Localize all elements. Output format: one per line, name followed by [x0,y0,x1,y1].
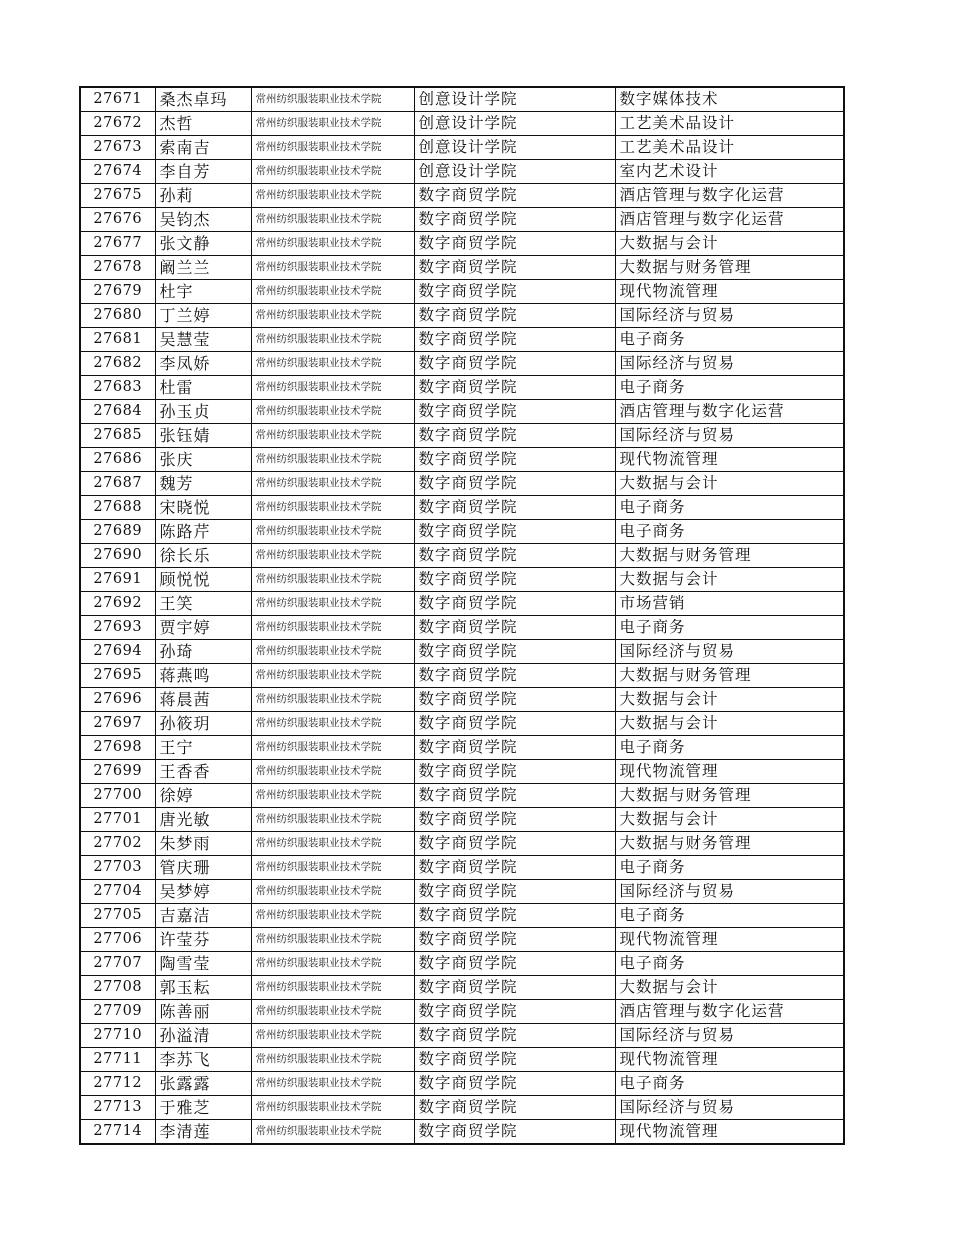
college-name: 数字商贸学院 [414,904,615,928]
school-name: 常州纺织服装职业技术学院 [251,472,414,496]
school-name: 常州纺织服装职业技术学院 [251,304,414,328]
school-name: 常州纺织服装职业技术学院 [251,1000,414,1024]
college-name: 数字商贸学院 [414,856,615,880]
major-name: 国际经济与贸易 [615,640,844,664]
record-id: 27680 [80,304,155,328]
table-row [80,688,844,712]
record-id: 27696 [80,688,155,712]
roster-table [79,86,845,1145]
student-name: 陈路芹 [155,520,251,544]
student-name: 吴钧杰 [155,208,251,232]
student-name: 杜宇 [155,280,251,304]
major-name: 酒店管理与数字化运营 [615,1000,844,1024]
college-name: 数字商贸学院 [414,1120,615,1145]
record-id: 27672 [80,112,155,136]
major-name: 市场营销 [615,592,844,616]
table-row [80,400,844,424]
record-id: 27683 [80,376,155,400]
student-name: 朱梦雨 [155,832,251,856]
major-name: 电子商务 [615,616,844,640]
school-name: 常州纺织服装职业技术学院 [251,424,414,448]
table-row [80,544,844,568]
major-name: 大数据与会计 [615,688,844,712]
school-name: 常州纺织服装职业技术学院 [251,400,414,424]
table-row [80,952,844,976]
school-name: 常州纺织服装职业技术学院 [251,952,414,976]
major-name: 工艺美术品设计 [615,136,844,160]
college-name: 数字商贸学院 [414,1048,615,1072]
table-row [80,976,844,1000]
student-name: 王香香 [155,760,251,784]
record-id: 27677 [80,232,155,256]
college-name: 数字商贸学院 [414,496,615,520]
student-name: 宋晓悦 [155,496,251,520]
school-name: 常州纺织服装职业技术学院 [251,376,414,400]
record-id: 27693 [80,616,155,640]
student-name: 王笑 [155,592,251,616]
major-name: 酒店管理与数字化运营 [615,184,844,208]
school-name: 常州纺织服装职业技术学院 [251,976,414,1000]
college-name: 数字商贸学院 [414,400,615,424]
student-name: 顾悦悦 [155,568,251,592]
major-name: 电子商务 [615,1072,844,1096]
school-name: 常州纺织服装职业技术学院 [251,184,414,208]
record-id: 27701 [80,808,155,832]
major-name: 大数据与财务管理 [615,544,844,568]
major-name: 大数据与会计 [615,976,844,1000]
student-name: 陈善丽 [155,1000,251,1024]
record-id: 27700 [80,784,155,808]
record-id: 27697 [80,712,155,736]
record-id: 27682 [80,352,155,376]
major-name: 大数据与会计 [615,712,844,736]
college-name: 数字商贸学院 [414,928,615,952]
record-id: 27679 [80,280,155,304]
student-name: 李苏飞 [155,1048,251,1072]
table-row [80,376,844,400]
school-name: 常州纺织服装职业技术学院 [251,136,414,160]
major-name: 电子商务 [615,904,844,928]
major-name: 大数据与财务管理 [615,256,844,280]
table-row [80,328,844,352]
record-id: 27676 [80,208,155,232]
college-name: 创意设计学院 [414,112,615,136]
student-name: 唐光敏 [155,808,251,832]
roster-body [80,87,844,1144]
table-row [80,256,844,280]
student-name: 李自芳 [155,160,251,184]
major-name: 国际经济与贸易 [615,1096,844,1120]
school-name: 常州纺织服装职业技术学院 [251,640,414,664]
school-name: 常州纺织服装职业技术学院 [251,856,414,880]
table-row [80,304,844,328]
record-id: 27674 [80,160,155,184]
student-name: 李清莲 [155,1120,251,1145]
student-name: 许莹芬 [155,928,251,952]
school-name: 常州纺织服装职业技术学院 [251,544,414,568]
college-name: 数字商贸学院 [414,952,615,976]
school-name: 常州纺织服装职业技术学院 [251,280,414,304]
record-id: 27681 [80,328,155,352]
table-row [80,808,844,832]
school-name: 常州纺织服装职业技术学院 [251,112,414,136]
student-name: 魏芳 [155,472,251,496]
record-id: 27708 [80,976,155,1000]
table-row [80,1024,844,1048]
table-row [80,232,844,256]
college-name: 数字商贸学院 [414,688,615,712]
table-row [80,448,844,472]
major-name: 大数据与财务管理 [615,784,844,808]
student-name: 张钰婧 [155,424,251,448]
table-row [80,112,844,136]
college-name: 数字商贸学院 [414,712,615,736]
student-name: 孙溢清 [155,1024,251,1048]
table-row [80,1000,844,1024]
college-name: 数字商贸学院 [414,784,615,808]
school-name: 常州纺织服装职业技术学院 [251,712,414,736]
college-name: 数字商贸学院 [414,208,615,232]
table-row [80,664,844,688]
college-name: 数字商贸学院 [414,1072,615,1096]
student-name: 孙莉 [155,184,251,208]
record-id: 27673 [80,136,155,160]
college-name: 数字商贸学院 [414,832,615,856]
student-name: 杰哲 [155,112,251,136]
record-id: 27698 [80,736,155,760]
college-name: 创意设计学院 [414,160,615,184]
student-name: 于雅芝 [155,1096,251,1120]
record-id: 27685 [80,424,155,448]
table-row [80,832,844,856]
record-id: 27713 [80,1096,155,1120]
student-name: 李凤娇 [155,352,251,376]
major-name: 现代物流管理 [615,760,844,784]
college-name: 数字商贸学院 [414,256,615,280]
school-name: 常州纺织服装职业技术学院 [251,448,414,472]
table-row [80,472,844,496]
school-name: 常州纺织服装职业技术学院 [251,904,414,928]
student-name: 徐婷 [155,784,251,808]
school-name: 常州纺织服装职业技术学院 [251,1120,414,1145]
major-name: 现代物流管理 [615,1048,844,1072]
college-name: 数字商贸学院 [414,664,615,688]
college-name: 创意设计学院 [414,87,615,112]
school-name: 常州纺织服装职业技术学院 [251,160,414,184]
record-id: 27706 [80,928,155,952]
table-row [80,520,844,544]
major-name: 大数据与会计 [615,808,844,832]
student-name: 徐长乐 [155,544,251,568]
table-row [80,1096,844,1120]
major-name: 现代物流管理 [615,928,844,952]
college-name: 数字商贸学院 [414,808,615,832]
table-row [80,568,844,592]
table-row [80,352,844,376]
table-row [80,592,844,616]
student-name: 吴梦婷 [155,880,251,904]
table-row [80,184,844,208]
major-name: 室内艺术设计 [615,160,844,184]
record-id: 27692 [80,592,155,616]
major-name: 大数据与财务管理 [615,664,844,688]
school-name: 常州纺织服装职业技术学院 [251,496,414,520]
table-row [80,712,844,736]
table-row [80,856,844,880]
school-name: 常州纺织服装职业技术学院 [251,1024,414,1048]
student-name: 索南吉 [155,136,251,160]
major-name: 酒店管理与数字化运营 [615,400,844,424]
college-name: 数字商贸学院 [414,424,615,448]
school-name: 常州纺织服装职业技术学院 [251,232,414,256]
college-name: 创意设计学院 [414,136,615,160]
school-name: 常州纺织服装职业技术学院 [251,784,414,808]
school-name: 常州纺织服装职业技术学院 [251,808,414,832]
student-name: 贾宇婷 [155,616,251,640]
school-name: 常州纺织服装职业技术学院 [251,592,414,616]
college-name: 数字商贸学院 [414,1000,615,1024]
table-row [80,784,844,808]
record-id: 27678 [80,256,155,280]
table-row [80,208,844,232]
student-name: 蒋燕鸣 [155,664,251,688]
table-row [80,736,844,760]
student-name: 杜雷 [155,376,251,400]
record-id: 27691 [80,568,155,592]
college-name: 数字商贸学院 [414,184,615,208]
college-name: 数字商贸学院 [414,352,615,376]
table-row [80,496,844,520]
school-name: 常州纺织服装职业技术学院 [251,736,414,760]
student-name: 张庆 [155,448,251,472]
table-row [80,760,844,784]
table-row [80,160,844,184]
school-name: 常州纺织服装职业技术学院 [251,87,414,112]
student-name: 桑杰卓玛 [155,87,251,112]
major-name: 电子商务 [615,952,844,976]
major-name: 酒店管理与数字化运营 [615,208,844,232]
student-name: 吴慧莹 [155,328,251,352]
record-id: 27711 [80,1048,155,1072]
student-name: 孙琦 [155,640,251,664]
major-name: 国际经济与贸易 [615,304,844,328]
school-name: 常州纺织服装职业技术学院 [251,520,414,544]
major-name: 电子商务 [615,520,844,544]
table-row [80,880,844,904]
college-name: 数字商贸学院 [414,376,615,400]
table-row [80,1048,844,1072]
major-name: 电子商务 [615,376,844,400]
major-name: 电子商务 [615,496,844,520]
college-name: 数字商贸学院 [414,472,615,496]
college-name: 数字商贸学院 [414,760,615,784]
major-name: 大数据与会计 [615,232,844,256]
student-name: 张文静 [155,232,251,256]
record-id: 27671 [80,87,155,112]
record-id: 27707 [80,952,155,976]
table-row [80,280,844,304]
major-name: 国际经济与贸易 [615,880,844,904]
school-name: 常州纺织服装职业技术学院 [251,880,414,904]
school-name: 常州纺织服装职业技术学院 [251,928,414,952]
student-name: 郭玉耘 [155,976,251,1000]
record-id: 27703 [80,856,155,880]
table-row [80,904,844,928]
student-name: 阚兰兰 [155,256,251,280]
table-row [80,424,844,448]
college-name: 数字商贸学院 [414,544,615,568]
college-name: 数字商贸学院 [414,448,615,472]
major-name: 现代物流管理 [615,448,844,472]
major-name: 电子商务 [615,736,844,760]
college-name: 数字商贸学院 [414,568,615,592]
record-id: 27695 [80,664,155,688]
school-name: 常州纺织服装职业技术学院 [251,1048,414,1072]
college-name: 数字商贸学院 [414,736,615,760]
college-name: 数字商贸学院 [414,328,615,352]
record-id: 27675 [80,184,155,208]
major-name: 国际经济与贸易 [615,424,844,448]
major-name: 工艺美术品设计 [615,112,844,136]
student-name: 吉嘉洁 [155,904,251,928]
record-id: 27686 [80,448,155,472]
record-id: 27690 [80,544,155,568]
record-id: 27704 [80,880,155,904]
major-name: 大数据与会计 [615,472,844,496]
school-name: 常州纺织服装职业技术学院 [251,688,414,712]
record-id: 27687 [80,472,155,496]
major-name: 数字媒体技术 [615,87,844,112]
record-id: 27694 [80,640,155,664]
record-id: 27709 [80,1000,155,1024]
school-name: 常州纺织服装职业技术学院 [251,664,414,688]
college-name: 数字商贸学院 [414,616,615,640]
table-row [80,616,844,640]
record-id: 27684 [80,400,155,424]
table-row [80,136,844,160]
college-name: 数字商贸学院 [414,520,615,544]
major-name: 大数据与会计 [615,568,844,592]
student-name: 管庆珊 [155,856,251,880]
table-row [80,1120,844,1145]
record-id: 27688 [80,496,155,520]
record-id: 27705 [80,904,155,928]
student-name: 丁兰婷 [155,304,251,328]
major-name: 国际经济与贸易 [615,352,844,376]
record-id: 27689 [80,520,155,544]
student-name: 陶雪莹 [155,952,251,976]
school-name: 常州纺织服装职业技术学院 [251,256,414,280]
school-name: 常州纺织服装职业技术学院 [251,208,414,232]
school-name: 常州纺织服装职业技术学院 [251,832,414,856]
college-name: 数字商贸学院 [414,1096,615,1120]
table-row [80,87,844,112]
college-name: 数字商贸学院 [414,280,615,304]
school-name: 常州纺织服装职业技术学院 [251,1072,414,1096]
student-name: 张露露 [155,1072,251,1096]
major-name: 电子商务 [615,328,844,352]
student-name: 孙筱玥 [155,712,251,736]
college-name: 数字商贸学院 [414,880,615,904]
record-id: 27710 [80,1024,155,1048]
student-name: 王宁 [155,736,251,760]
college-name: 数字商贸学院 [414,640,615,664]
college-name: 数字商贸学院 [414,1024,615,1048]
major-name: 大数据与财务管理 [615,832,844,856]
school-name: 常州纺织服装职业技术学院 [251,568,414,592]
record-id: 27702 [80,832,155,856]
school-name: 常州纺织服装职业技术学院 [251,1096,414,1120]
school-name: 常州纺织服装职业技术学院 [251,352,414,376]
record-id: 27712 [80,1072,155,1096]
college-name: 数字商贸学院 [414,976,615,1000]
major-name: 国际经济与贸易 [615,1024,844,1048]
college-name: 数字商贸学院 [414,304,615,328]
record-id: 27699 [80,760,155,784]
school-name: 常州纺织服装职业技术学院 [251,328,414,352]
college-name: 数字商贸学院 [414,592,615,616]
major-name: 现代物流管理 [615,280,844,304]
student-name: 蒋晨茜 [155,688,251,712]
table-row [80,928,844,952]
table-row [80,1072,844,1096]
table-row [80,640,844,664]
record-id: 27714 [80,1120,155,1145]
major-name: 现代物流管理 [615,1120,844,1145]
major-name: 电子商务 [615,856,844,880]
college-name: 数字商贸学院 [414,232,615,256]
student-name: 孙玉贞 [155,400,251,424]
school-name: 常州纺织服装职业技术学院 [251,616,414,640]
school-name: 常州纺织服装职业技术学院 [251,760,414,784]
